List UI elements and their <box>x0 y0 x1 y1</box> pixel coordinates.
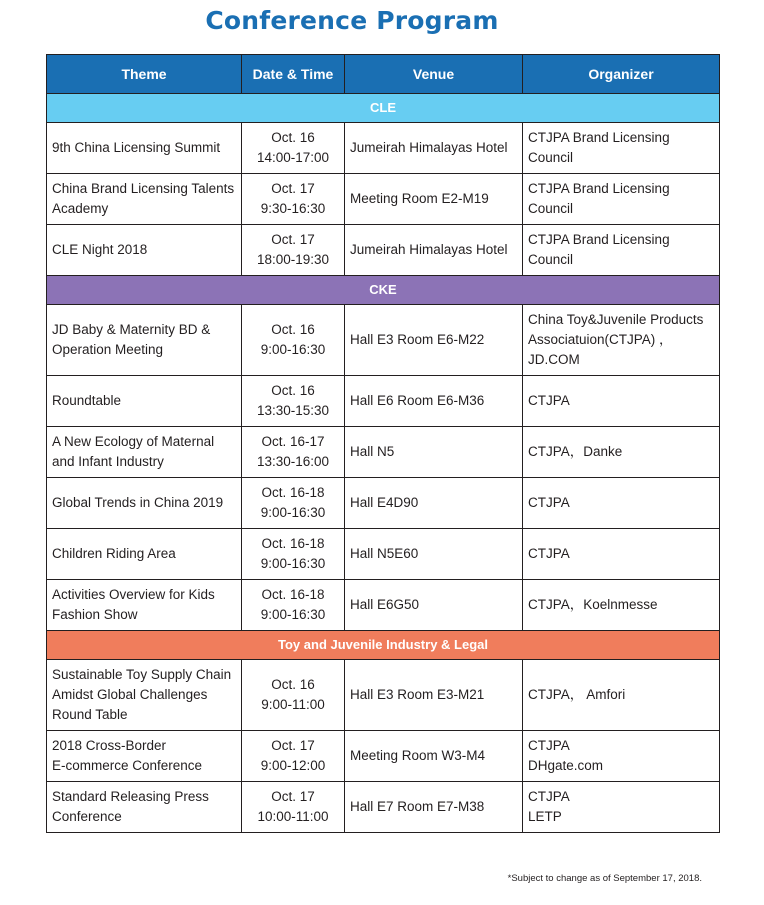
page-title: Conference Program <box>205 6 499 35</box>
cell-organizer: CTJPA Brand Licensing Council <box>523 123 720 174</box>
section-title: CLE <box>47 94 720 123</box>
table-row <box>47 225 720 276</box>
table-row <box>47 427 720 478</box>
cell-date-time: Oct. 16 14:00-17:00 <box>242 123 345 174</box>
table-row <box>47 305 720 376</box>
header-organizer: Organizer <box>523 55 720 94</box>
cell-venue: Jumeirah Himalayas Hotel <box>345 123 523 174</box>
table-header-row <box>47 55 720 94</box>
cell-theme: Activities Overview for Kids Fashion Show <box>47 580 242 631</box>
cell-theme: CLE Night 2018 <box>47 225 242 276</box>
cell-theme: Standard Releasing Press Conference <box>47 782 242 833</box>
conference-program-table <box>46 54 720 833</box>
cell-date-time: Oct. 16 13:30-15:30 <box>242 376 345 427</box>
cell-date-time: Oct. 16-18 9:00-16:30 <box>242 478 345 529</box>
cell-organizer: CTJPA Brand Licensing Council <box>523 225 720 276</box>
cell-theme: Children Riding Area <box>47 529 242 580</box>
table-row <box>47 123 720 174</box>
cell-date-time: Oct. 16-18 9:00-16:30 <box>242 580 345 631</box>
table-row <box>47 376 720 427</box>
cell-date-time: Oct. 16-18 9:00-16:30 <box>242 529 345 580</box>
header-venue: Venue <box>345 55 523 94</box>
cell-venue: Hall E6 Room E6-M36 <box>345 376 523 427</box>
cell-theme: A New Ecology of Maternal and Infant Industry <box>47 427 242 478</box>
cell-organizer: CTJPA，Koelnmesse <box>523 580 720 631</box>
cell-organizer: CTJPA DHgate.com <box>523 731 720 782</box>
cell-organizer: CTJPA Brand Licensing Council <box>523 174 720 225</box>
section-row-cle <box>47 94 720 123</box>
cell-theme: 9th China Licensing Summit <box>47 123 242 174</box>
table-row <box>47 174 720 225</box>
cell-date-time: Oct. 17 9:00-12:00 <box>242 731 345 782</box>
cell-organizer: CTJPA <box>523 478 720 529</box>
cell-venue: Hall N5 <box>345 427 523 478</box>
cell-theme: Roundtable <box>47 376 242 427</box>
cell-date-time: Oct. 17 9:30-16:30 <box>242 174 345 225</box>
cell-organizer: CTJPA， Amfori <box>523 660 720 731</box>
cell-venue: Hall E3 Room E3-M21 <box>345 660 523 731</box>
cell-organizer: China Toy&Juvenile Products Associatuion(CTJPA) ， JD.COM <box>523 305 720 376</box>
header-date-time: Date & Time <box>242 55 345 94</box>
cell-venue: Hall N5E60 <box>345 529 523 580</box>
cell-organizer: CTJPA <box>523 529 720 580</box>
table-row <box>47 782 720 833</box>
cell-venue: Meeting Room W3-M4 <box>345 731 523 782</box>
section-row-toy-juvenile-legal <box>47 631 720 660</box>
cell-venue: Jumeirah Himalayas Hotel <box>345 225 523 276</box>
header-theme: Theme <box>47 55 242 94</box>
footnote: *Subject to change as of September 17, 2018. <box>507 873 702 884</box>
cell-organizer: CTJPA <box>523 376 720 427</box>
cell-venue: Meeting Room E2-M19 <box>345 174 523 225</box>
table-row <box>47 478 720 529</box>
section-title: CKE <box>47 276 720 305</box>
cell-organizer: CTJPA，Danke <box>523 427 720 478</box>
cell-organizer: CTJPA LETP <box>523 782 720 833</box>
cell-venue: Hall E3 Room E6-M22 <box>345 305 523 376</box>
table-row <box>47 731 720 782</box>
table-row <box>47 660 720 731</box>
cell-venue: Hall E7 Room E7-M38 <box>345 782 523 833</box>
cell-theme: Global Trends in China 2019 <box>47 478 242 529</box>
cell-theme: China Brand Licensing Talents Academy <box>47 174 242 225</box>
cell-date-time: Oct. 16-17 13:30-16:00 <box>242 427 345 478</box>
cell-theme: JD Baby & Maternity BD & Operation Meeting <box>47 305 242 376</box>
table-row <box>47 580 720 631</box>
cell-date-time: Oct. 16 9:00-16:30 <box>242 305 345 376</box>
cell-theme: Sustainable Toy Supply Chain Amidst Global Challenges Round Table <box>47 660 242 731</box>
section-title: Toy and Juvenile Industry & Legal <box>47 631 720 660</box>
cell-theme: 2018 Cross-Border E-commerce Conference <box>47 731 242 782</box>
cell-venue: Hall E6G50 <box>345 580 523 631</box>
table-row <box>47 529 720 580</box>
cell-date-time: Oct. 17 18:00-19:30 <box>242 225 345 276</box>
section-row-cke <box>47 276 720 305</box>
cell-date-time: Oct. 16 9:00-11:00 <box>242 660 345 731</box>
cell-date-time: Oct. 17 10:00-11:00 <box>242 782 345 833</box>
cell-venue: Hall E4D90 <box>345 478 523 529</box>
